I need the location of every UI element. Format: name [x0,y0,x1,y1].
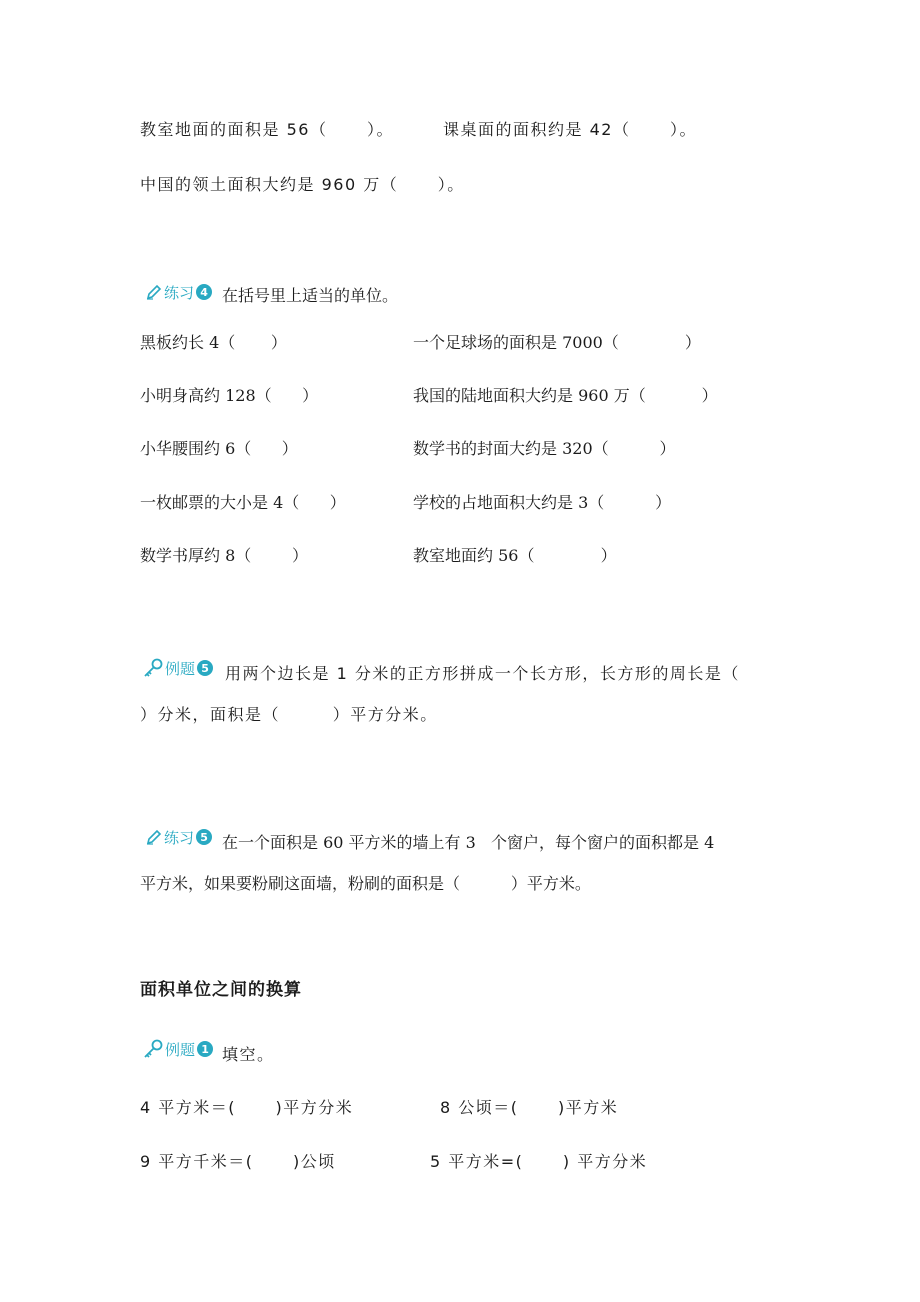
area-question-china-territory: 中国的领土面积大约是 960 万（ ）。 [140,175,465,194]
practice-4-number: 4 [196,284,212,300]
practice-4-row-3-left: 小华腰围约 6（ ） [140,439,298,458]
practice-5-number: 5 [196,829,212,845]
area-question-desk: 课桌面的面积约是 42（ ）。 [443,120,697,139]
conversion-row-1-right: 8 公顷＝( )平方米 [440,1098,619,1117]
practice-4-row-4-left: 一枚邮票的大小是 4（ ） [140,493,346,512]
example-5-number: 5 [197,660,213,676]
example-5-label: 例题 [165,659,196,678]
practice-4-row-5-left: 数学书厚约 8（ ） [140,546,308,565]
practice-4-row-5-right: 教室地面约 56（ ） [413,546,617,565]
practice-5-label: 练习 [164,828,195,847]
section-title: 面积单位之间的换算 [140,980,302,1000]
practice-4-row-3-right: 数学书的封面大约是 320（ ） [413,439,676,458]
example-5-question-line-2: ）分米，面积是（ ）平方分米。 [140,705,438,724]
key-icon [142,658,164,678]
example-1-badge [142,1038,213,1060]
conversion-row-2-right: 5 平方米=( ) 平方分米 [430,1152,648,1171]
pencil-icon [145,828,163,846]
practice-4-label: 练习 [164,283,195,302]
conversion-row-2-left: 9 平方千米＝( )公顷 [140,1152,336,1171]
example-1-number: 1 [197,1041,213,1057]
practice-4-badge [145,281,212,303]
example-1-label: 例题 [165,1040,196,1059]
practice-4-row-1-left: 黑板约长 4（ ） [140,333,287,352]
key-icon [142,1039,164,1059]
example-1-instruction: 填空。 [222,1045,275,1064]
practice-4-row-1-right: 一个足球场的面积是 7000（ ） [413,333,701,352]
practice-5-question-line-2: 平方米，如果要粉刷这面墙，粉刷的面积是（ ）平方米。 [140,874,591,893]
area-question-classroom-floor: 教室地面的面积是 56（ ）。 [140,120,394,139]
example-5-question-line-1: 用两个边长是 1 分米的正方形拼成一个长方形，长方形的周长是（ [225,664,740,683]
practice-5-question-line-1: 在一个面积是 60 平方米的墙上有 3 个窗户，每个窗户的面积都是 4 [222,833,715,852]
practice-4-row-2-right: 我国的陆地面积大约是 960 万（ ） [413,386,718,405]
example-5-badge [142,657,213,679]
practice-4-row-2-left: 小明身高约 128（ ） [140,386,319,405]
practice-4-row-4-right: 学校的占地面积大约是 3（ ） [413,493,672,512]
practice-5-badge [145,826,212,848]
practice-4-instruction: 在括号里上适当的单位。 [222,286,399,305]
conversion-row-1-left: 4 平方米＝( )平方分米 [140,1098,354,1117]
pencil-icon [145,283,163,301]
